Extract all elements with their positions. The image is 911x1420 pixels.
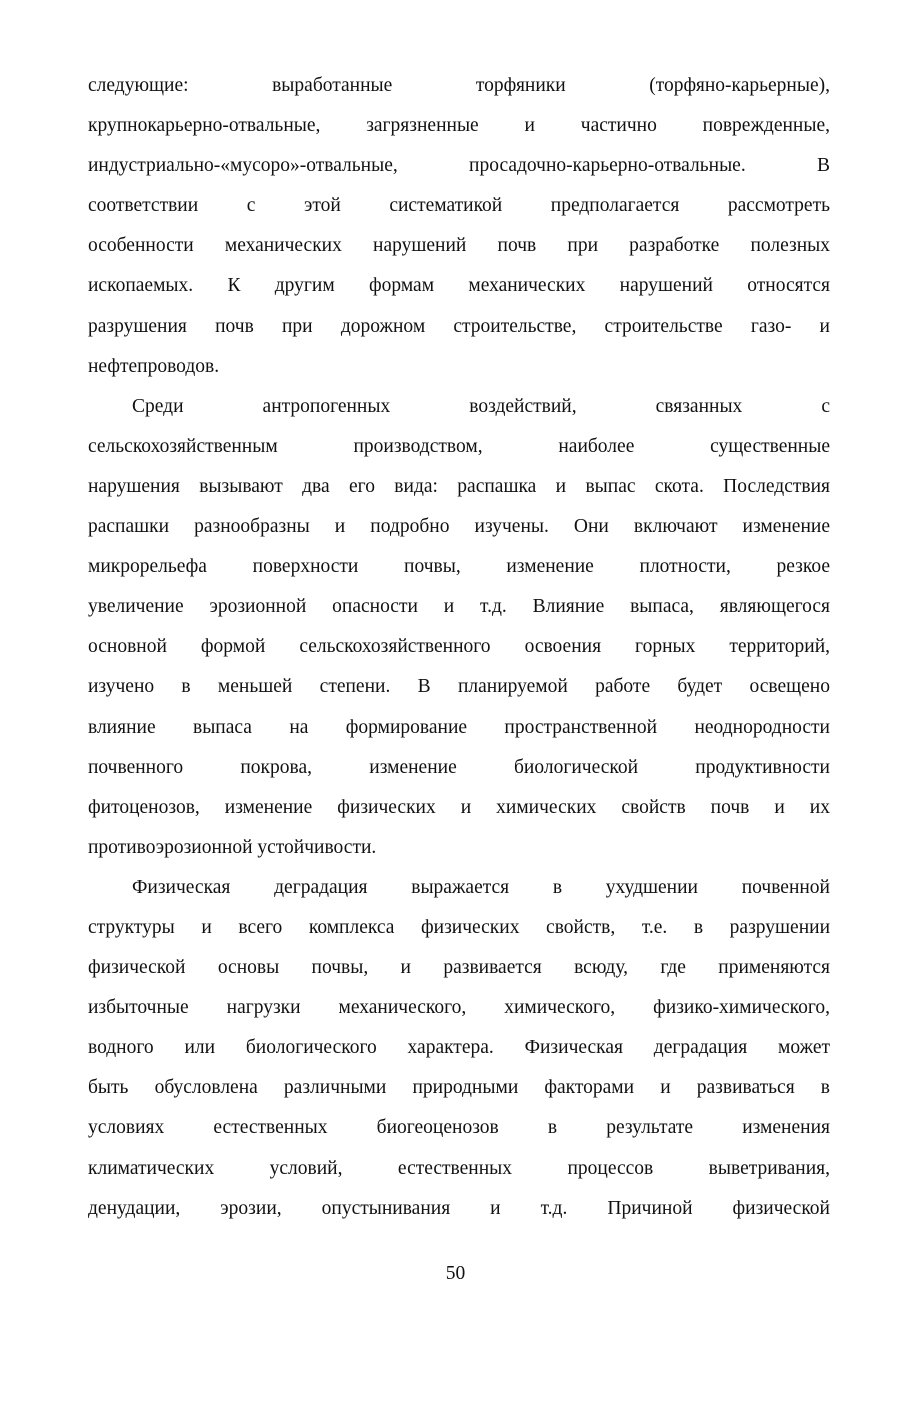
paragraph-3-line-4: избыточные нагрузки механического, химического, физико-химического, (88, 997, 830, 1019)
paragraph-3-line-8: климатических условий, естественных процессов выветривания, (88, 1157, 830, 1179)
paragraph-2-line-8: изучено в меньшей степени. В планируемой работе будет освещено (88, 676, 830, 698)
paragraph-1-line-1: следующие: выработанные торфяники (торфяно-карьерные), (88, 75, 830, 96)
paragraph-2-line-5: микрорельефа поверхности почвы, изменение плотности, резкое (88, 556, 830, 578)
paragraph-1-line-6: ископаемых. К другим формам механических нарушений относятся (88, 275, 830, 297)
paragraph-1-line-3: индустриально-«мусоро»-отвальные, просадочно-карьерно-отвальные. В (88, 155, 830, 177)
paragraph-3-line-7: условиях естественных биогеоценозов в результате изменения (88, 1117, 830, 1139)
paragraph-2-line-11: фитоценозов, изменение физических и химических свойств почв и их (88, 796, 830, 818)
paragraph-2-line-7: основной формой сельскохозяйственного освоения горных территорий, (88, 636, 830, 658)
paragraph-2-line-1: Среди антропогенных воздействий, связанных с (132, 395, 830, 417)
paragraph-3-line-9: денудации, эрозии, опустынивания и т.д. Причиной физической (88, 1197, 830, 1219)
paragraph-2-line-6: увеличение эрозионной опасности и т.д. Влияние выпаса, являющегося (88, 596, 830, 618)
paragraph-2-line-12: противоэрозионной устойчивости. (88, 836, 377, 858)
paragraph-3-line-2: структуры и всего комплекса физических свойств, т.е. в разрушении (88, 916, 830, 938)
paragraph-1-line-8: нефтепроводов. (88, 355, 220, 377)
paragraph-2-line-4: распашки разнообразны и подробно изучены. Они включают изменение (88, 516, 830, 538)
paragraph-1-line-7: разрушения почв при дорожном строительстве, строительстве газо- и (88, 315, 830, 337)
paragraph-2-line-2: сельскохозяйственным производством, наиболее существенные (88, 435, 830, 457)
paragraph-2-line-3: нарушения вызывают два его вида: распашка и выпас скота. Последствия (88, 475, 830, 497)
page-number: 50 (445, 1263, 466, 1284)
paragraph-1-line-4: соответствии с этой систематикой предполагается рассмотреть (88, 195, 830, 217)
paragraph-3-line-5: водного или биологического характера. Физическая деградация может (88, 1037, 830, 1059)
paragraph-3-line-3: физической основы почвы, и развивается всюду, где применяются (88, 957, 830, 979)
paragraph-3-line-1: Физическая деградация выражается в ухудшении почвенной (132, 876, 830, 898)
paragraph-1-line-5: особенности механических нарушений почв при разработке полезных (88, 235, 830, 257)
paragraph-3-line-6: быть обусловлена различными природными факторами и развиваться в (88, 1077, 830, 1099)
paragraph-2-line-9: влияние выпаса на формирование пространственной неоднородности (88, 716, 830, 738)
paragraph-2-line-10: почвенного покрова, изменение биологической продуктивности (88, 756, 830, 778)
paragraph-1-line-2: крупнокарьерно-отвальные, загрязненные и частично поврежденные, (88, 115, 830, 137)
body-text (88, 66, 830, 1229)
